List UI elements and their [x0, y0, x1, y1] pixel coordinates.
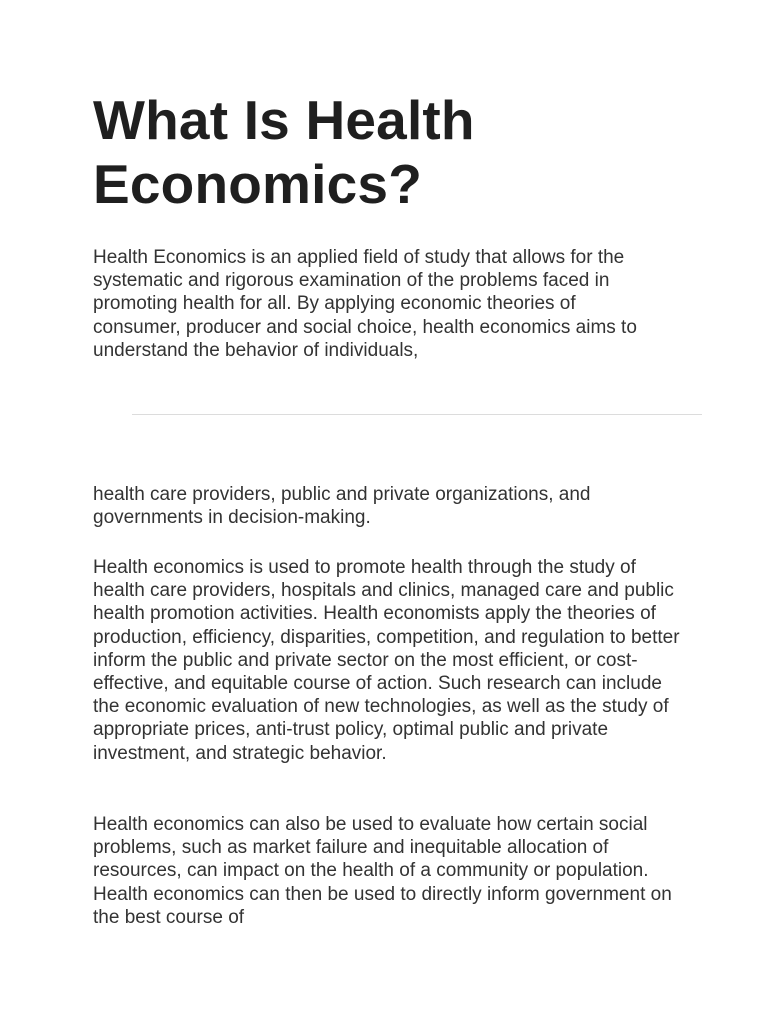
paragraph-intro-continued: health care providers, public and private organizations, and governments in decision-making. — [93, 484, 591, 529]
paragraph-intro: Health Economics is an applied field of study that allows for the systematic and rigorous examination of the problems faced in promoting health for all. By applying economic theories of consumer, producer and social choice, health economics aims to understand the behavior of individuals, — [93, 247, 637, 361]
page-break-divider — [132, 414, 702, 415]
page-title: What Is Health Economics? — [93, 89, 475, 215]
paragraph-uses: Health economics is used to promote health through the study of health care providers, hospitals and clinics, managed care and public health promotion activities. Health economists apply the theories of production, efficiency, disparities, competition, and regulation to better inform the public and private sector on the most efficient, or cost-effective, and equitable course of action. Such research can include the economic evaluation of new technologies, as well as the study of appropriate prices, anti-trust policy, optimal public and private investment, and strategic behavior. — [93, 557, 680, 764]
paragraph-social-problems: Health economics can also be used to evaluate how certain social problems, such as market failure and inequitable allocation of resources, can impact on the health of a community or population. Health economics can then be used to directly inform government on the best course of — [93, 814, 672, 928]
